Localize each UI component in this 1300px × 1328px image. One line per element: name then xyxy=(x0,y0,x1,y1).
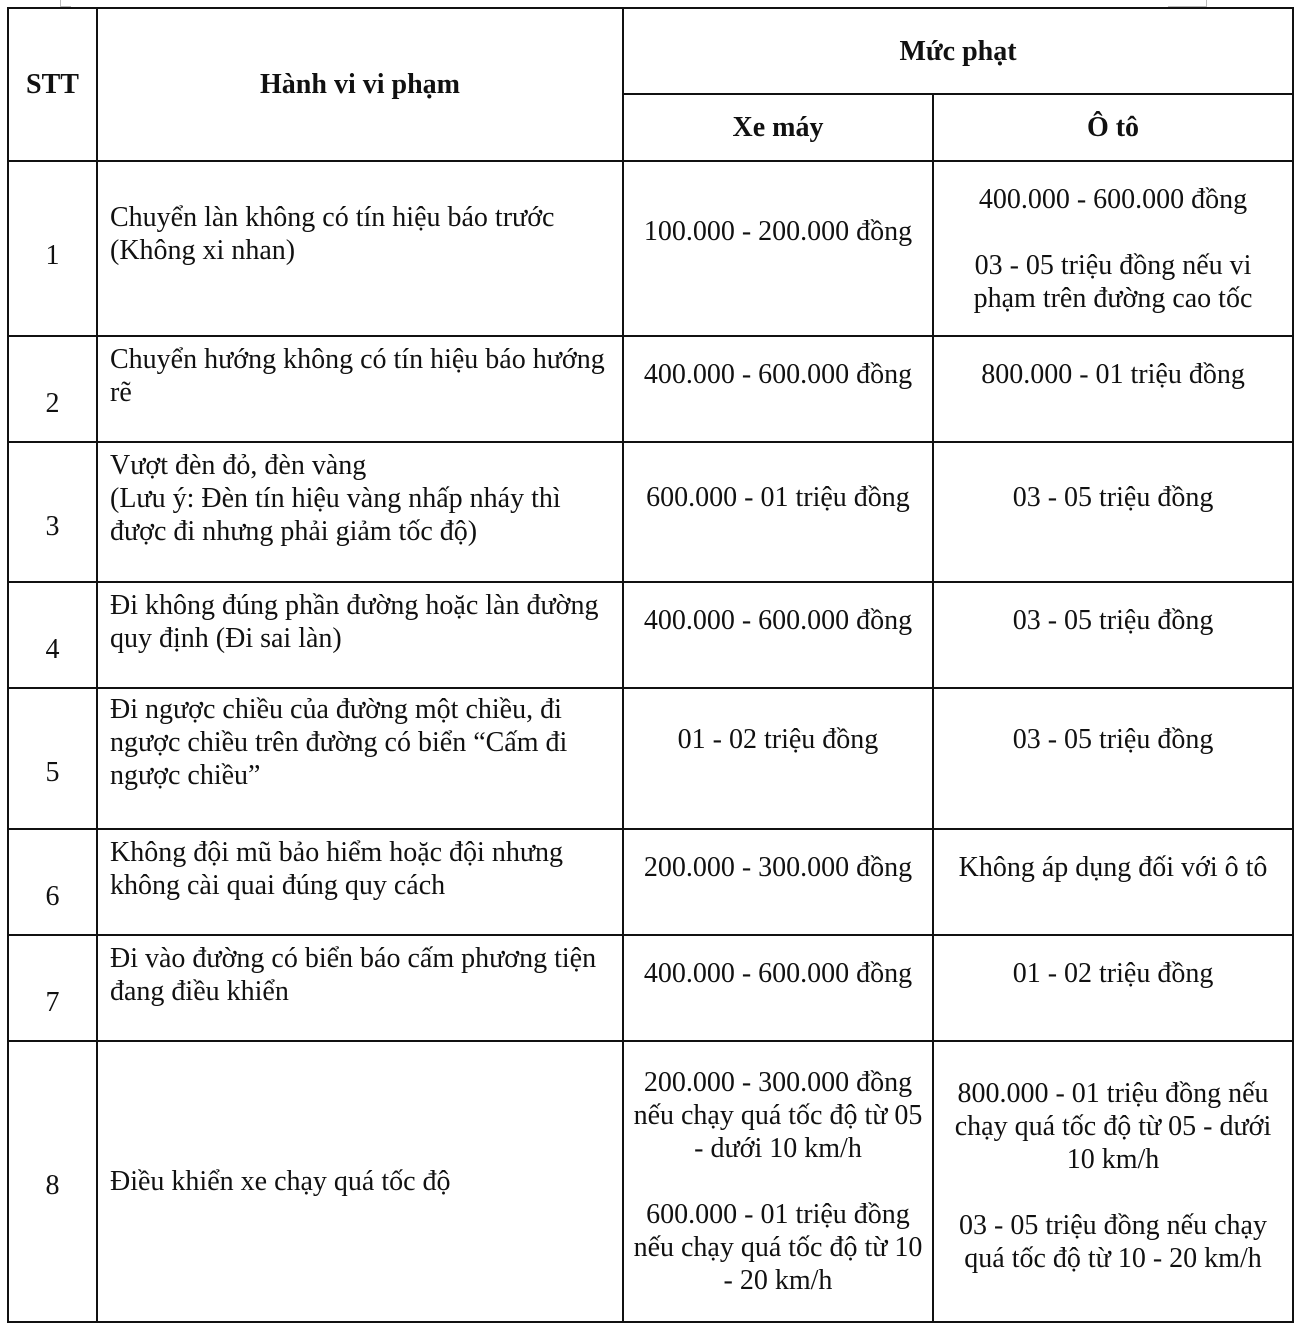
cell-text: 03 - 05 triệu đồng xyxy=(1012,604,1214,636)
cell-text: (Lưu ý: Đèn tín hiệu vàng nhấp nháy thì được đi nhưng phải giảm tốc độ) xyxy=(110,483,561,547)
table-row xyxy=(8,582,1293,688)
fine-table xyxy=(7,7,1294,1323)
header-stt: STT xyxy=(8,8,97,161)
fine-car xyxy=(933,336,1293,442)
cell-text: 600.000 - 01 triệu đồng xyxy=(646,481,910,513)
cell-text: 200.000 - 300.000 đồng xyxy=(643,851,913,883)
cell-text: 01 - 02 triệu đồng xyxy=(677,724,879,755)
table-row xyxy=(8,829,1293,935)
cell-text: 400.000 - 600.000 đồng xyxy=(978,183,1248,215)
cell-text: 100.000 - 200.000 đồng xyxy=(643,216,913,247)
violation-behavior xyxy=(97,1041,623,1322)
row-number: 4 xyxy=(8,582,97,688)
fine-motorbike xyxy=(623,688,933,829)
fine-motorbike xyxy=(623,442,933,582)
table-row xyxy=(8,336,1293,442)
violation-behavior xyxy=(97,935,623,1041)
violation-behavior xyxy=(97,442,623,582)
fine-car xyxy=(933,935,1293,1041)
violation-behavior xyxy=(97,688,623,829)
fine-motorbike xyxy=(623,829,933,935)
fine-car xyxy=(933,688,1293,829)
cell-text: 600.000 - 01 triệu đồng nếu chạy quá tốc độ từ 10 - 20 km/h xyxy=(633,1199,923,1296)
table-body xyxy=(8,161,1293,1322)
table-row xyxy=(8,442,1293,582)
violation-behavior xyxy=(97,161,623,336)
cell-text: 400.000 - 600.000 đồng xyxy=(643,604,913,636)
cell-text: 400.000 - 600.000 đồng xyxy=(643,957,913,989)
table-row xyxy=(8,935,1293,1041)
fine-car xyxy=(933,161,1293,336)
row-number: 5 xyxy=(8,688,97,829)
table-row xyxy=(8,688,1293,829)
cell-text: 800.000 - 01 triệu đồng nếu chạy quá tốc độ từ 05 - dưới 10 km/h xyxy=(954,1077,1272,1175)
table-row xyxy=(8,161,1293,336)
cell-text: Không áp dụng đối với ô tô xyxy=(958,851,1268,883)
header-fine-group: Mức phạt xyxy=(623,8,1293,94)
cell-text: 800.000 - 01 triệu đồng xyxy=(981,358,1245,390)
row-number: 3 xyxy=(8,442,97,582)
row-number: 2 xyxy=(8,336,97,442)
fine-car xyxy=(933,442,1293,582)
cell-text: 03 - 05 triệu đồng nếu chạy quá tốc độ từ 10 - 20 km/h xyxy=(959,1209,1267,1274)
violation-behavior xyxy=(97,582,623,688)
cell-text: 200.000 - 300.000 đồng nếu chạy quá tốc độ từ 05 - dưới 10 km/h xyxy=(633,1067,923,1164)
cell-text: 400.000 - 600.000 đồng xyxy=(643,358,913,390)
fine-motorbike xyxy=(623,935,933,1041)
fine-motorbike xyxy=(623,336,933,442)
cell-text: 03 - 05 triệu đồng nếu vi phạm trên đường cao tốc xyxy=(973,249,1253,314)
fine-car xyxy=(933,1041,1293,1322)
cell-text: (Không xi nhan) xyxy=(110,234,296,266)
row-number: 8 xyxy=(8,1041,97,1322)
cell-text: Vượt đèn đỏ, đèn vàng xyxy=(110,450,367,481)
header-motorbike: Xe máy xyxy=(623,94,933,161)
fine-motorbike xyxy=(623,161,933,336)
fine-motorbike xyxy=(623,582,933,688)
cell-text: 03 - 05 triệu đồng xyxy=(1012,481,1214,513)
table-row xyxy=(8,1041,1293,1322)
violation-behavior xyxy=(97,336,623,442)
paragraph-gap xyxy=(940,216,1286,249)
fine-motorbike xyxy=(623,1041,933,1322)
paragraph-gap xyxy=(630,1165,926,1198)
row-number: 7 xyxy=(8,935,97,1041)
cell-text: 03 - 05 triệu đồng xyxy=(1012,724,1214,755)
cell-text: Chuyển hướng không có tín hiệu báo hướng rẽ xyxy=(110,344,605,408)
cell-text: Điều khiển xe chạy quá tốc độ xyxy=(110,1166,451,1197)
cell-text: Đi vào đường có biển báo cấm phương tiện đang điều khiển xyxy=(110,943,597,1007)
cell-text: Đi không đúng phần đường hoặc làn đường quy định (Đi sai làn) xyxy=(110,590,599,654)
header-behavior: Hành vi vi phạm xyxy=(97,8,623,161)
cell-text: Chuyển làn không có tín hiệu báo trước xyxy=(110,201,555,233)
row-number: 6 xyxy=(8,829,97,935)
violation-behavior xyxy=(97,829,623,935)
fine-car xyxy=(933,829,1293,935)
page-corner-mark-right xyxy=(1168,0,1207,7)
page-corner-mark-left xyxy=(60,0,71,7)
cell-text: Đi ngược chiều của đường một chiều, đi ngược chiều trên đường có biển “Cấm đi ngược chiều” xyxy=(110,694,568,791)
cell-text: Không đội mũ bảo hiểm hoặc đội nhưng không cài quai đúng quy cách xyxy=(110,837,564,901)
row-number: 1 xyxy=(8,161,97,336)
fine-car xyxy=(933,582,1293,688)
cell-text: 01 - 02 triệu đồng xyxy=(1012,957,1214,989)
header-car: Ô tô xyxy=(933,94,1293,161)
paragraph-gap xyxy=(940,1176,1286,1209)
